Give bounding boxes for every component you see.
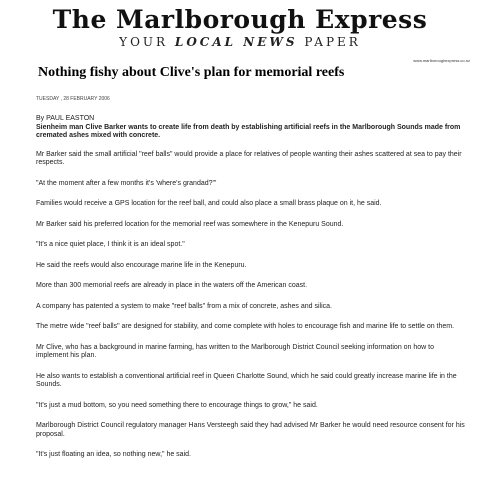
tagline-emphasis: LOCAL NEWS <box>174 35 298 49</box>
article-byline: By PAUL EASTON <box>36 115 95 122</box>
article-paragraph: He said the reefs would also encourage marine life in the Kenepuru. <box>36 261 247 269</box>
site-url: www.marlboroughexpress.co.nz <box>413 58 470 63</box>
article-paragraph: He also wants to establish a conventional artificial reef in Queen Charlotte Sound, which he said could greatly increase marine life in the Sounds. <box>36 372 457 388</box>
article-paragraph: A company has patented a system to make "reef balls" from a mix of concrete, ashes and silica. <box>36 302 332 310</box>
tagline-suffix: PAPER <box>297 35 361 49</box>
masthead <box>0 6 480 49</box>
article-paragraph: The metre wide "reef balls" are designed for stability, and come complete with holes to encourage fish and marine life to settle on them. <box>36 323 455 330</box>
article-paragraph: "It's a nice quiet place, I think it is an ideal spot." <box>36 241 185 248</box>
article-paragraph: "It's just a mud bottom, so you need something there to encourage things to grow," he said. <box>36 401 318 409</box>
article-paragraph: Mr Barker said the small artificial "reef balls" would provide a place for relatives of people wanting their ashes scattered at sea to pay their respects. <box>36 150 462 166</box>
article-paragraph: Mr Clive, who has a background in marine farming, has written to the Marlborough District Council seeking information on how to implement his plan. <box>36 343 435 359</box>
article-paragraph: "It's just floating an idea, so nothing new," he said. <box>36 451 191 458</box>
article-headline: Nothing fishy about Clive's plan for memorial reefs <box>38 65 345 80</box>
article-lead: Sienheim man Clive Barker wants to create life from death by establishing artificial reefs in the Marlborough Sounds made from cremated ashes mixed with concrete. <box>36 123 461 139</box>
article-paragraph: Mr Barker said his preferred location for the memorial reef was somewhere in the Kenepuru Sound. <box>36 220 344 228</box>
article-body <box>36 96 468 472</box>
article-paragraph: Marlborough District Council regulatory manager Hans Versteegh said they had advised Mr Barker he would need resource consent for his proposal. <box>36 422 465 438</box>
newspaper-tagline <box>0 35 480 49</box>
article-paragraph: More than 300 memorial reefs are already in place in the waters off the American coast. <box>36 282 308 289</box>
tagline-prefix: YOUR <box>119 35 175 49</box>
article-paragraph: Families would receive a GPS location for the reef ball, and could also place a small brass plaque on it, he said. <box>36 200 382 207</box>
article-paragraph: "At the moment after a few months it's 'where's grandad?'" <box>36 179 217 187</box>
newspaper-title: The Marlborough Express <box>52 5 428 34</box>
article-dateline: TUESDAY , 28 FEBRUARY 2006 <box>36 96 110 102</box>
